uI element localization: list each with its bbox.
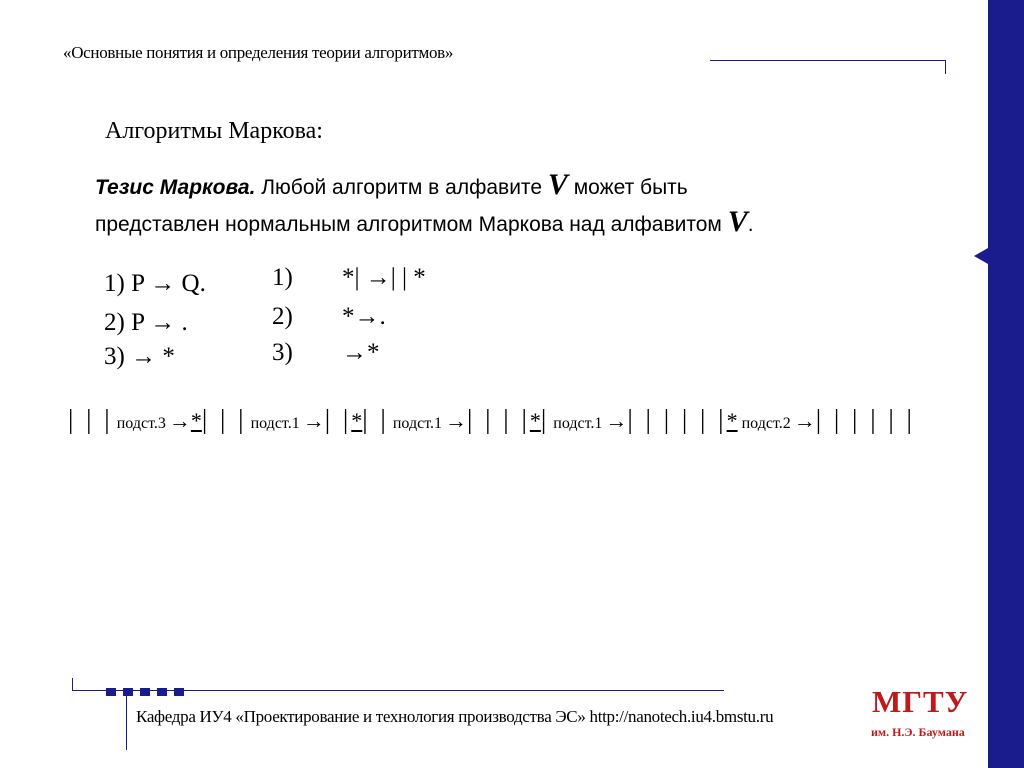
- university-logo: МГТУ: [872, 684, 969, 719]
- derivation-sub: подст.1: [392, 415, 442, 432]
- header-divider-tick: [945, 60, 946, 74]
- derivation-bars: | | | | | |: [627, 404, 727, 434]
- derivation-bars: | |: [362, 404, 389, 434]
- rule-number-2: 2): [272, 303, 293, 330]
- derivation-arrow: →: [168, 408, 191, 433]
- thesis-text-1: Любой алгоритм в алфавите: [255, 176, 548, 199]
- derivation-arrow: →: [793, 408, 816, 433]
- derivation-star: *: [351, 408, 363, 433]
- decorative-squares: [106, 683, 191, 701]
- derivation-star: *: [529, 408, 541, 433]
- derivation-arrow: →: [605, 408, 628, 433]
- derivation-bars: | |: [324, 404, 352, 434]
- footer-department: Кафедра ИУ4 «Проектирование и технология производства ЭС» http://nanotech.iu4.bmstu.ru: [136, 707, 774, 726]
- rule-number-3: 3): [272, 339, 293, 366]
- header-divider: [710, 60, 946, 61]
- university-name: им. Н.Э. Баумана: [871, 725, 965, 739]
- derivation-bars: | | | | | |: [815, 404, 915, 434]
- derivation-sub: подст.1: [553, 415, 603, 432]
- rule-form-1: 1) P → Q.: [104, 270, 206, 297]
- derivation-sub: подст.3: [116, 415, 166, 432]
- rule-body-3: →*: [342, 339, 380, 366]
- alphabet-symbol-2: V: [727, 205, 748, 238]
- derivation-bars: |: [540, 404, 550, 434]
- derivation-arrow: →: [444, 408, 467, 433]
- alphabet-symbol: V: [547, 168, 568, 201]
- derivation-sub: подст.1: [250, 415, 300, 432]
- derivation-sub: подст.2: [741, 415, 791, 432]
- derivation-bars: | | |: [201, 404, 247, 434]
- header-title: «Основные понятия и определения теории алгоритмов»: [63, 43, 454, 62]
- markov-thesis: [95, 168, 785, 242]
- slide-title: Алгоритмы Маркова:: [105, 118, 323, 144]
- footer-vertical-rule: [126, 690, 127, 750]
- derivation-star: *: [190, 408, 202, 433]
- footer-divider-tick: [72, 678, 73, 691]
- rule-form-3: 3) → *: [104, 343, 175, 370]
- derivation-bars: | | | |: [466, 404, 530, 434]
- footer-divider: [72, 690, 724, 691]
- derivation-bars: | | |: [68, 404, 113, 434]
- derivation-arrow: →: [302, 408, 325, 433]
- rule-number-1: 1): [272, 264, 293, 291]
- derivation-star: *: [726, 408, 738, 433]
- rule-body-1: *| →| | *: [342, 264, 426, 291]
- thesis-text-2: может быть представлен нормальным алгоритмом Маркова над алфавитом: [95, 176, 728, 236]
- derivation-chain: [68, 404, 915, 435]
- thesis-end: .: [747, 213, 754, 236]
- right-accent-band: [988, 0, 1024, 768]
- rule-form-2: 2) P → .: [104, 309, 188, 336]
- rule-body-2: *→.: [342, 303, 386, 330]
- band-notch: [974, 248, 988, 264]
- thesis-label: Тезис Маркова.: [95, 176, 256, 199]
